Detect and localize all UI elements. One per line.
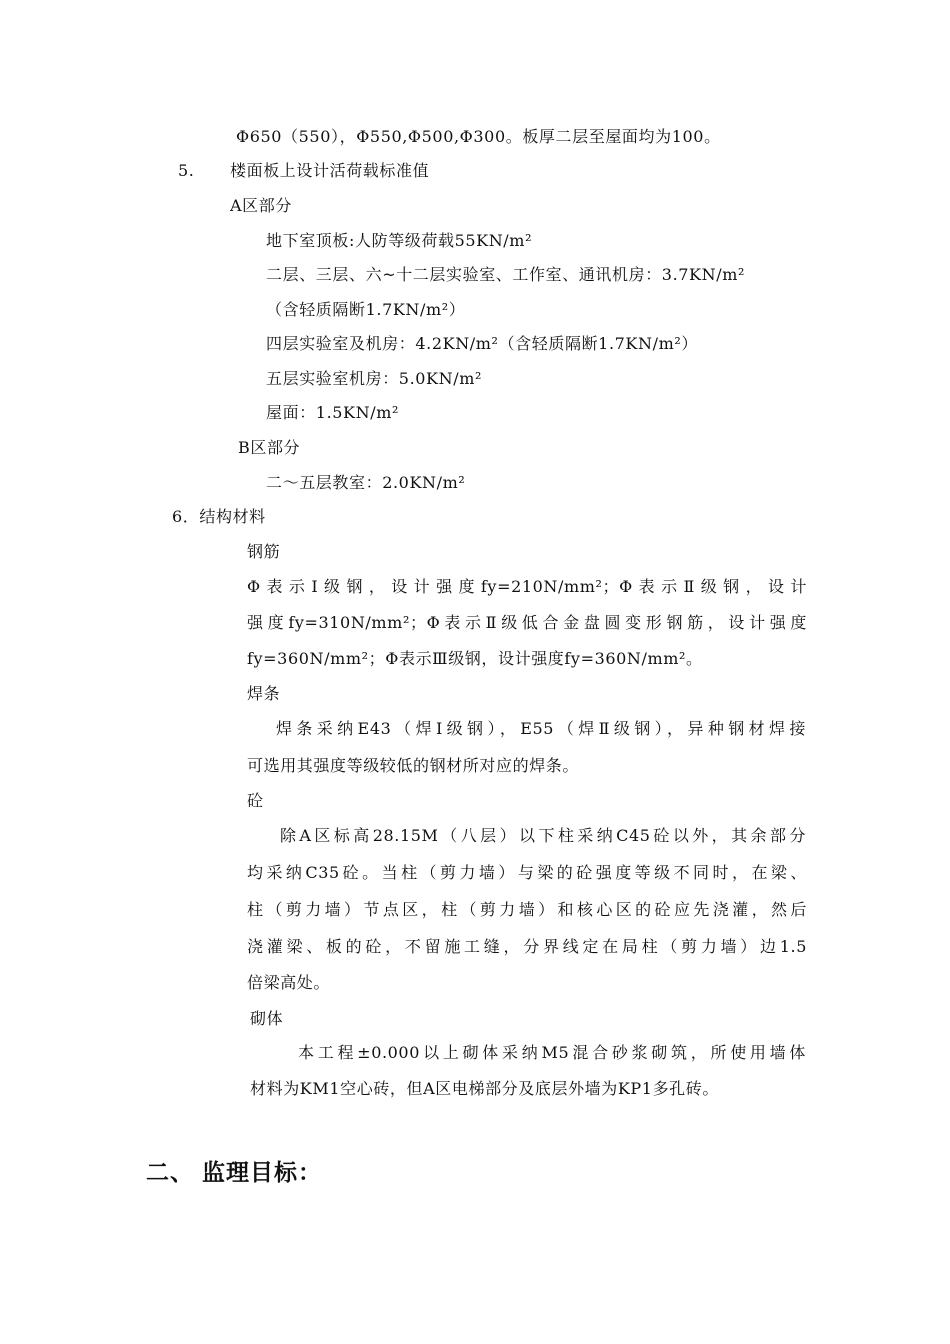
section-title-live-load: 楼面板上设计活荷载标准值 xyxy=(230,161,430,180)
paragraph-line-concrete-1: 除A区标高28.15M（八层）以下柱采纳C45砼以外，其余部分 xyxy=(280,826,806,845)
text-line-pile-diameters: Φ650（550），Φ550,Φ500,Φ300。板厚二层至屋面均为100。 xyxy=(236,127,721,146)
text-line-roof-load: 屋面：1.5KN/m² xyxy=(266,403,399,422)
text-line-partition-note: （含轻质隔断1.7KN/m²） xyxy=(266,300,466,319)
paragraph-line-welding-2: 可选用其强度等级较低的钢材所对应的焊条。 xyxy=(247,756,580,775)
paragraph-line-concrete-3: 柱（剪力墙）节点区，柱（剪力墙）和核心区的砼应先浇灌，然后 xyxy=(247,900,807,919)
subsection-welding-rod: 焊条 xyxy=(247,684,281,703)
paragraph-line-masonry-1: 本工程±0.000以上砌体采纳M5混合砂浆砌筑，所使用墙体 xyxy=(298,1043,806,1062)
chapter-heading-number: 二、 xyxy=(146,1160,194,1186)
paragraph-line-rebar-3: fy=360N/mm²；Φ表示Ⅲ级钢，设计强度fy=360N/mm²。 xyxy=(247,649,703,668)
chapter-heading-title: 监理目标： xyxy=(202,1160,322,1186)
subsection-zone-b: B区部分 xyxy=(238,438,301,457)
section-title-materials: 6．结构材料 xyxy=(172,507,266,526)
text-line-labs-load: 二层、三层、六~十二层实验室、工作室、通讯机房：3.7KN/m² xyxy=(266,265,745,284)
subsection-zone-a: A区部分 xyxy=(230,196,292,215)
text-line-basement-roof: 地下室顶板:人防等级荷载55KN/m² xyxy=(266,231,533,250)
paragraph-line-welding-1: 焊条采纳E43（焊Ⅰ级钢），E55（焊Ⅱ级钢），异种钢材焊接 xyxy=(276,719,806,738)
subsection-concrete: 砼 xyxy=(247,791,264,810)
subsection-rebar: 钢筋 xyxy=(247,542,281,561)
paragraph-line-masonry-2: 材料为KM1空心砖，但A区电梯部分及底层外墙为KP1多孔砖。 xyxy=(250,1079,719,1098)
item-number-5: 5. xyxy=(178,161,195,180)
paragraph-line-concrete-2: 均采纳C35砼。当柱（剪力墙）与梁的砼强度等级不同时，在梁、 xyxy=(247,863,807,882)
paragraph-line-concrete-4: 浇灌梁、板的砼，不留施工缝，分界线定在局柱（剪力墙）边1.5 xyxy=(247,937,807,956)
text-line-fourth-floor: 四层实验室及机房：4.2KN/m²（含轻质隔断1.7KN/m²） xyxy=(266,334,698,353)
text-line-fifth-floor: 五层实验室机房：5.0KN/m² xyxy=(266,369,482,388)
paragraph-line-rebar-1: Φ表示Ⅰ级钢，设计强度fy=210N/mm²；Φ表示Ⅱ级钢，设计 xyxy=(247,577,807,596)
paragraph-line-concrete-5: 倍梁高处。 xyxy=(247,973,331,992)
paragraph-line-rebar-2: 强度fy=310N/mm²；Φ表示Ⅱ级低合金盘圆变形钢筋，设计强度 xyxy=(247,613,807,632)
text-line-classrooms: 二～五层教室：2.0KN/m² xyxy=(266,473,466,492)
subsection-masonry: 砌体 xyxy=(250,1009,284,1028)
